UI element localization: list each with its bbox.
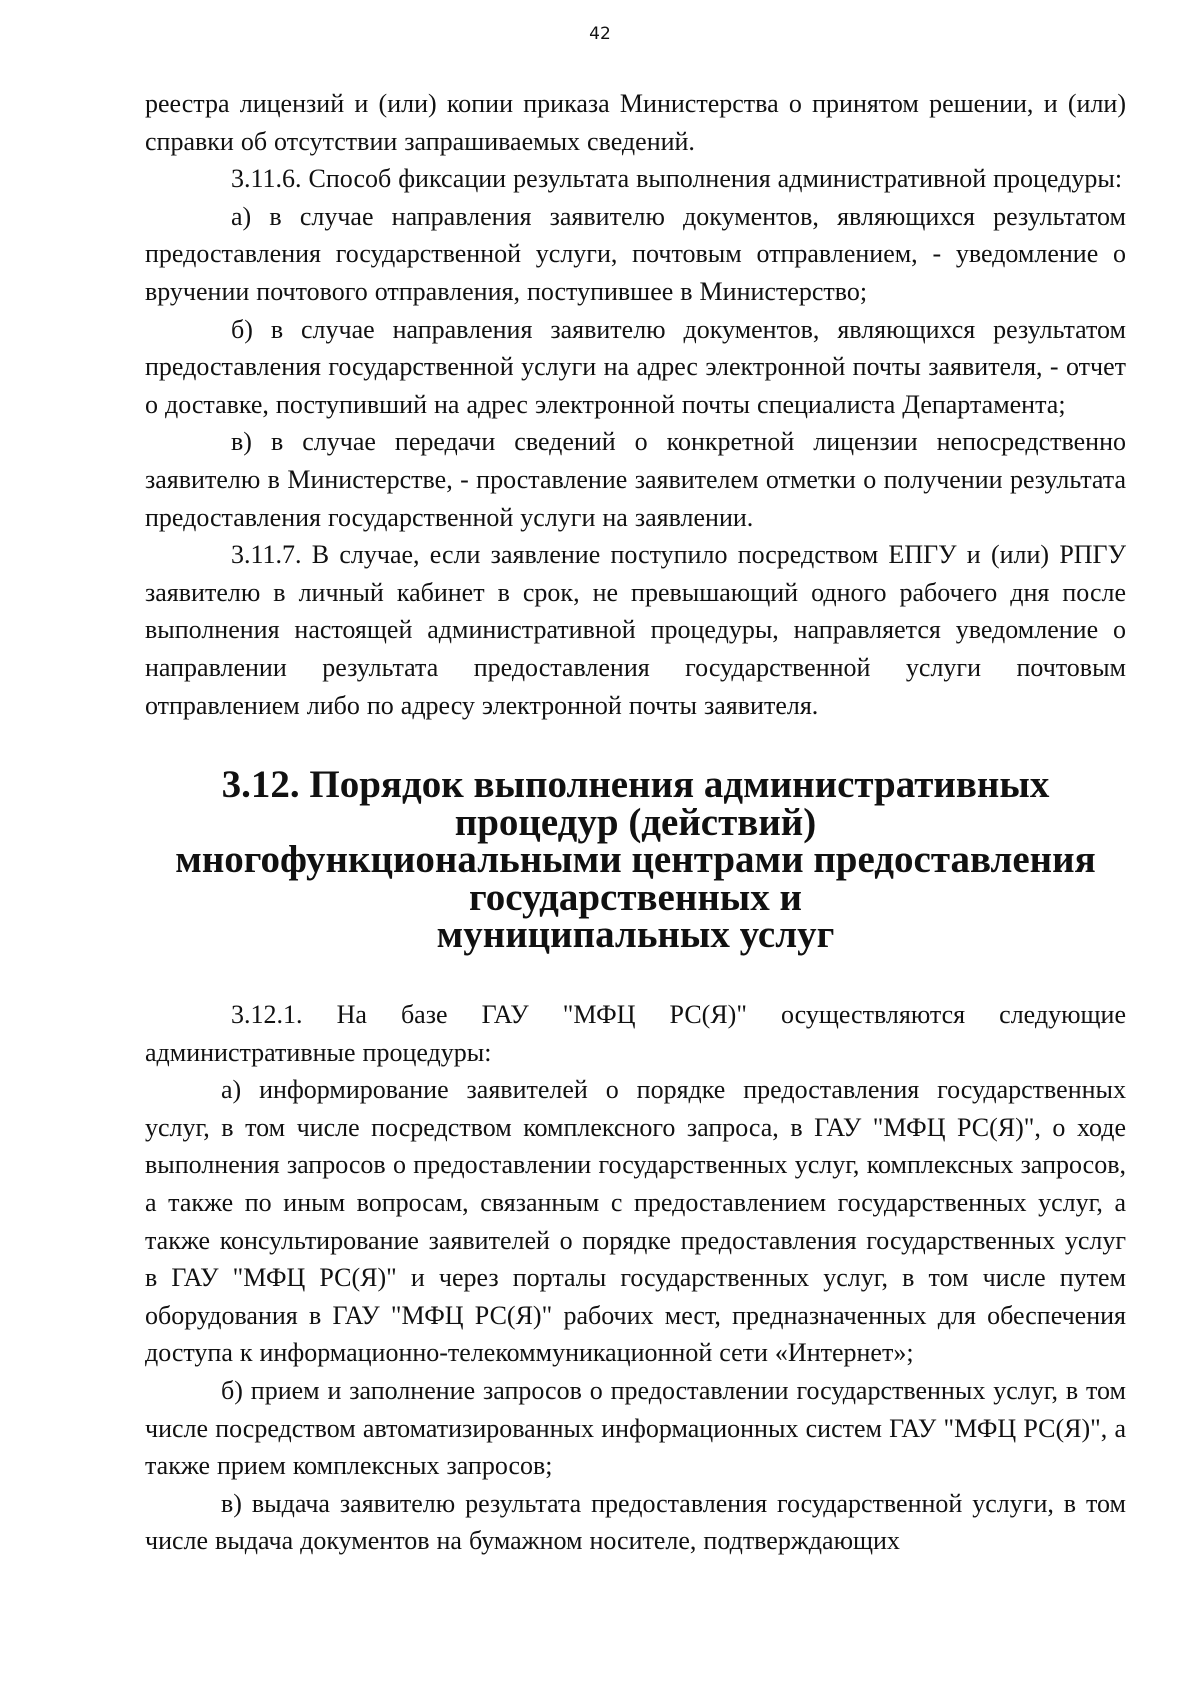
section-heading-line-1: 3.12. Порядок выполнения административных процедур (действий) bbox=[221, 763, 1050, 844]
document-body bbox=[145, 85, 1126, 1560]
paragraph-registry-continuation: реестра лицензий и (или) копии приказа Министерства о принятом решении, и (или) справки об отсутствии запрашиваемых сведений. bbox=[145, 89, 1126, 156]
paragraph-mfc-item-a: а) информирование заявителей о порядке предоставления государственных услуг, в том числе посредством комплексного запроса, в ГАУ "МФЦ РС(Я)", о ходе выполнения запросов о предоставлении государственных услуг, комплексных запросов, а также по иным вопросам, связанным с предоставлением государственных услуг, а также консультирование заявителей о порядке предоставления государственных услуг в ГАУ "МФЦ РС(Я)" и через порталы государственных услуг, в том числе путем оборудования в ГАУ "МФЦ РС(Я)" рабочих мест, предназначенных для обеспечения доступа к информационно-телекоммуникационной сети «Интернет»; bbox=[145, 1075, 1126, 1368]
paragraph-3-11-6: 3.11.6. Способ фиксации результата выполнения административной процедуры: bbox=[231, 164, 1123, 194]
paragraph-item-a: а) в случае направления заявителю документов, являющихся результатом предоставления государственной услуги, почтовым отправлением, - уведомление о вручении почтового отправления, поступившее в Министерство; bbox=[145, 201, 1126, 306]
paragraph-3-11-7: 3.11.7. В случае, если заявление поступило посредством ЕПГУ и (или) РПГУ заявителю в личный кабинет в срок, не превышающий одного рабочего дня после выполнения настоящей административной процедуры, направляется уведомление о направлении результата предоставления государственной услуги почтовым отправлением либо по адресу электронной почты заявителя. bbox=[145, 540, 1126, 720]
paragraph-mfc-item-v: в) выдача заявителю результата предоставления государственной услуги, в том числе выдача документов на бумажном носителе, подтверждающих bbox=[145, 1488, 1126, 1556]
paragraph-3-12-1: 3.12.1. На базе ГАУ "МФЦ РС(Я)" осуществляются следующие административные процедуры: bbox=[145, 1000, 1126, 1067]
page-number: 42 bbox=[589, 24, 611, 44]
section-heading-line-2: многофункциональными центрами предоставления государственных и bbox=[175, 838, 1096, 919]
paragraph-item-v: в) в случае передачи сведений о конкретной лицензии непосредственно заявителю в Министерстве, - проставление заявителем отметки о получении результата предоставления государственной услуги на заявлении. bbox=[145, 427, 1126, 532]
paragraph-mfc-item-b: б) прием и заполнение запросов о предоставлении государственных услуг, в том числе посредством автоматизированных информационных систем ГАУ "МФЦ РС(Я)", а также прием комплексных запросов; bbox=[145, 1376, 1126, 1481]
section-heading-line-3: муниципальных услуг bbox=[436, 913, 835, 957]
paragraph-item-b: б) в случае направления заявителю документов, являющихся результатом предоставления государственной услуги на адрес электронной почты заявителя, - отчет о доставке, поступивший на адрес электронной почты специалиста Департамента; bbox=[145, 314, 1126, 419]
section-heading-3-12 bbox=[145, 763, 1126, 957]
